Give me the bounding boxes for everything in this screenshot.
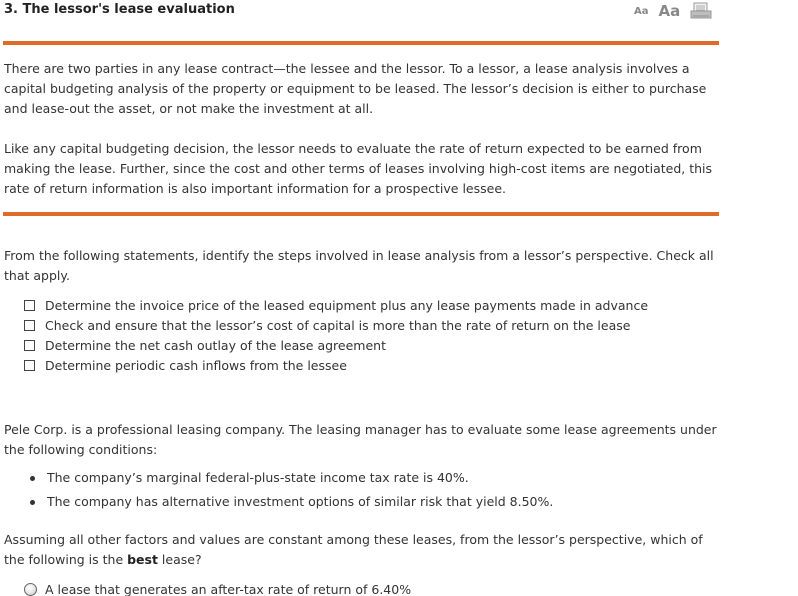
checkbox[interactable]: [24, 340, 35, 351]
print-icon[interactable]: [690, 2, 712, 20]
checkbox[interactable]: [24, 320, 35, 331]
intro-paragraph-2: Like any capital budgeting decision, the lessor needs to evaluate the rate of return expected to be earned from making the lease. Further, since the cost and other terms of leases involving high-cost items are negotiated, this rate of return information is also important information for a prospective lessee.: [4, 141, 713, 196]
checkbox-label: Determine the invoice price of the leased equipment plus any lease payments made in advance: [45, 297, 649, 313]
question2-prompt-text: Assuming all other factors and values are constant among these leases, from the lessor’s perspective, which of the following is the: [4, 532, 703, 567]
question1-prompt: From the following statements, identify the steps involved in lease analysis from a lessor’s perspective. Check all that apply.: [4, 248, 714, 283]
checkbox[interactable]: [24, 360, 35, 371]
increase-font-button[interactable]: Aa: [658, 2, 681, 20]
checkbox-label: Determine periodic cash inflows from the lessee: [45, 357, 347, 373]
radio-label: A lease that generates an after-tax rate of return of 6.40%: [45, 581, 412, 596]
bullet-icon: [30, 476, 35, 481]
question2-options: [24, 579, 411, 596]
checkbox-option[interactable]: [24, 315, 648, 335]
question2-intro: Pele Corp. is a professional leasing company. The leasing manager has to evaluate some lease agreements under the following conditions:: [4, 422, 717, 457]
question1-checklist: [24, 295, 648, 375]
condition-text: The company’s marginal federal-plus-state income tax rate is 40%.: [47, 470, 469, 485]
question2-prompt: [4, 530, 722, 570]
section-divider-top: [3, 41, 719, 45]
section-divider-bottom: [3, 212, 719, 216]
conditions-list: [30, 468, 553, 516]
question2-prompt-emphasis: best: [127, 552, 158, 567]
checkbox-option[interactable]: [24, 295, 648, 315]
checkbox-option[interactable]: [24, 335, 648, 355]
condition-item: [30, 468, 553, 488]
radio-option[interactable]: [24, 579, 411, 596]
radio-button[interactable]: [24, 583, 37, 596]
decrease-font-button[interactable]: Aa: [634, 5, 649, 17]
checkbox-label: Determine the net cash outlay of the lease agreement: [45, 337, 386, 353]
condition-item: [30, 492, 553, 512]
checkbox-label: Check and ensure that the lessor’s cost of capital is more than the rate of return on the lease: [45, 317, 631, 333]
condition-text: The company has alternative investment options of similar risk that yield 8.50%.: [47, 494, 554, 509]
question2-prompt-end: lease?: [157, 552, 202, 567]
toolbar: [634, 0, 712, 22]
section-title: 3. The lessor's lease evaluation: [4, 2, 235, 17]
intro-paragraph-1: There are two parties in any lease contract—the lessee and the lessor. To a lessor, a lease analysis involves a capital budgeting analysis of the property or equipment to be leased. The lessor’s decision is either to purchase and lease-out the asset, or not make the investment at all.: [4, 61, 707, 116]
checkbox[interactable]: [24, 300, 35, 311]
bullet-icon: [30, 500, 35, 505]
checkbox-option[interactable]: [24, 355, 648, 375]
